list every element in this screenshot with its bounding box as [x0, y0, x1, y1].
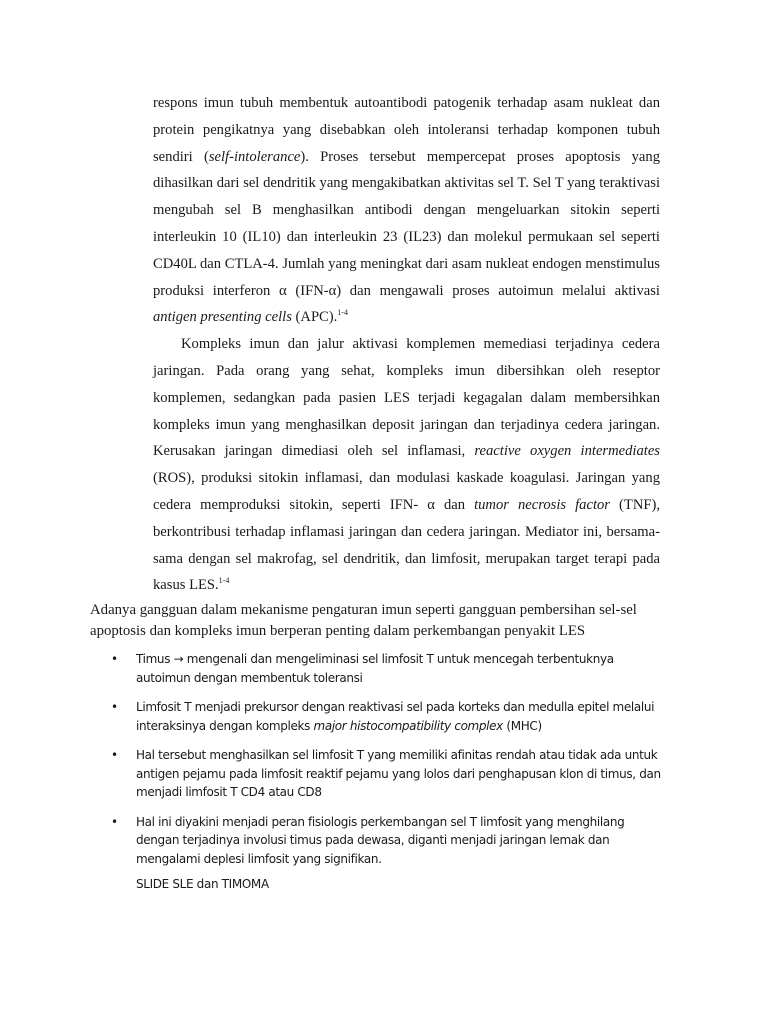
- citation: 1-4: [337, 308, 348, 318]
- justified-body: [153, 90, 660, 599]
- bullet-icon: •: [111, 814, 118, 829]
- list-item: • Limfosit T menjadi prekursor dengan reaktivasi sel pada korteks dan medulla epitel melalui interaksinya dengan kompleks major histocompatibility complex (MHC): [111, 700, 655, 733]
- slide-note: SLIDE SLE dan TIMOMA: [136, 877, 269, 891]
- list-item: • Hal tersebut menghasilkan sel limfosit T yang memiliki afinitas rendah atau tidak ada untuk antigen pejamu pada limfosit reaktif pejamu yang lolos dari penghapusan klon di timus, dan menjadi limfosit T CD4 atau CD8: [111, 748, 661, 799]
- bullet-list: [108, 650, 668, 879]
- bullet-icon: •: [111, 748, 118, 762]
- list-item: • Hal ini diyakini menjadi peran fisiologis perkembangan sel T limfosit yang menghilang dengan terjadinya involusi timus pada dewasa, diganti menjadi jaringan lemak dan mengalami deplesi limfosit yang signifikan.: [111, 814, 625, 866]
- bullet-icon: •: [111, 652, 118, 666]
- paragraph-immune-complex: Kompleks imun dan jalur aktivasi komplemen memediasi terjadinya cedera jaringan. Pada orang yang sehat, kompleks imun dibersihkan oleh reseptor komplemen, sedangkan pada pasien LES terjadi kegagalan dalam membersihkan kompleks imun yang menghasilkan deposit jaringan dan terjadinya cedera jaringan. Kerusakan jaringan dimediasi oleh sel inflamasi, reactive oxygen intermediates (ROS), produksi sitokin inflamasi, dan modulasi kaskade koagulasi. Jaringan yang cedera memproduksi sitokin, seperti IFN- α dan tumor necrosis factor (TNF), berkontribusi terhadap inflamasi jaringan dan cedera jaringan. Mediator ini, bersama-sama dengan sel makrofag, sel dendritik, dan limfosit, merupakan target terapi pada kasus LES.$^{1-4}$: [153, 336, 660, 594]
- list-item: • Timus → mengenali dan mengeliminasi sel limfosit T untuk mencegah terbentuknya autoimun dengan membentuk toleransi: [111, 652, 614, 685]
- lead-paragraph: Adanya gangguan dalam mekanisme pengaturan imun seperti gangguan pembersihan sel-sel apoptosis dan kompleks imun berperan penting dalam perkembangan penyakit LES: [90, 602, 637, 639]
- citation: 1-4: [218, 576, 230, 586]
- paragraph-pathogenesis: respons imun tubuh membentuk autoantibodi patogenik terhadap asam nukleat dan protein pengikatnya yang disebabkan oleh intoleransi terhadap komponen tubuh sendiri (self-intolerance). Proses tersebut mempercepat proses apoptosis yang dihasilkan dari sel dendritik yang mengakibatkan aktivitas sel T. Sel T yang teraktivasi mengubah sel B menghasilkan antibodi dengan mengeluarkan sitokin seperti interleukin 10 (IL10) dan interleukin 23 (IL23) dan molekul permukaan sel seperti CD40L dan CTLA-4. Jumlah yang meningkat dari asam nukleat endogen menstimulus produksi interferon α (IFN-α) dan mengawali proses autoimun melalui aktivasi antigen presenting cells (APC).$^{1-4}$: [153, 95, 660, 326]
- bullet-icon: •: [111, 700, 118, 714]
- arrow-right-icon: →: [173, 652, 184, 666]
